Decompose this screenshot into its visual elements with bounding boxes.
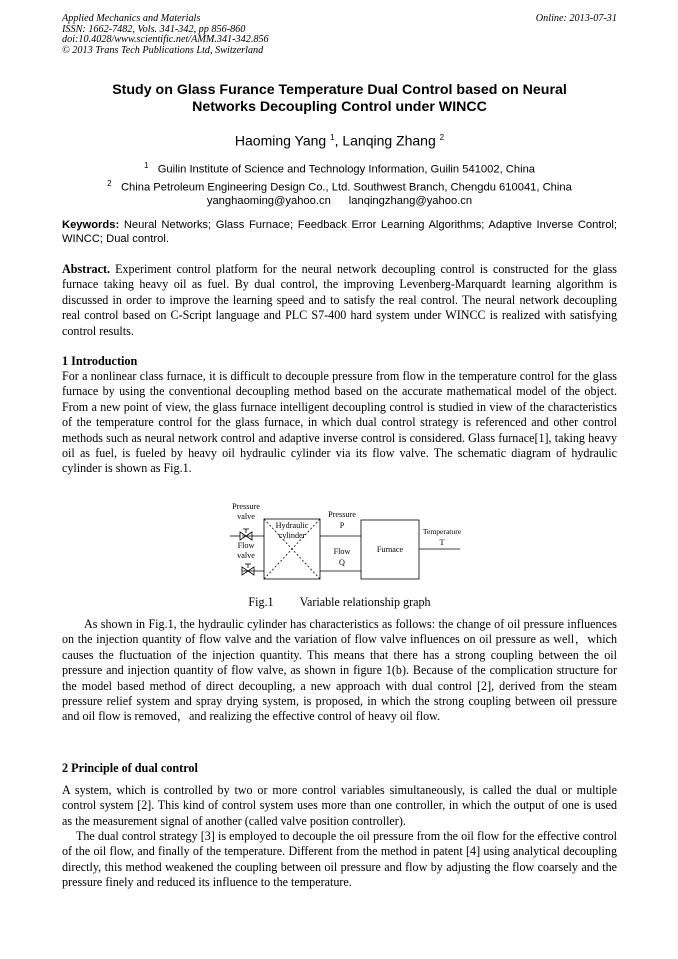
author-separator: , — [334, 132, 343, 149]
section-2-heading: 2 Principle of dual control — [62, 761, 198, 775]
affiliation-1-mark: 1 — [143, 161, 149, 170]
pressure-label-1: Pressure — [328, 510, 356, 519]
pressure-valve-label-2: valve — [237, 512, 255, 521]
flow-valve-label-1: Flow — [237, 541, 255, 550]
section-1-paragraph-2: As shown in Fig.1, the hydraulic cylinder has characteristics as follows: the change of oil pressure influences on the injection quantity of flow valve and the variation of flow valve influences on oil pressure as well，which causes the fluctuation of the injection quantity. This means that there has a strong coupling between the oil pressure and injection quantity of flow valve, as shown in figure 1(b). Because of the complication structure for the model based method of direct decoupling, a new approach with dual control [2], derived from the steam pressure relief system and spray drying system, is proposed, in which the strong coupling between oil pressure and oil flow is removed，and realizing the effective control of heavy oil flow. — [62, 617, 617, 724]
abstract-label: Abstract. — [62, 262, 111, 276]
flow-valve-label-2: valve — [237, 551, 255, 560]
journal-name: Applied Mechanics and Materials — [62, 13, 201, 24]
hydraulic-label-2: cylinder — [278, 531, 306, 540]
affiliation-2-mark: 2 — [107, 178, 112, 188]
title-line-2: Networks Decoupling Control under WINCC — [192, 99, 487, 115]
paper-title — [62, 82, 617, 116]
pressure-label-2: P — [339, 521, 345, 530]
flow-label-2: Q — [339, 558, 345, 567]
section-2-paragraph-2: The dual control strategy [3] is employed to decouple the oil pressure from the oil flow for the effective control of the oil flow, and finally of the temperature. Different from the method in patent [4] using analytical decoupling directly, this method weakened the coupling between oil pressure and flow by adjusting the flow coarsely and the pressure finely and reduced its influence to the temperature. — [62, 829, 617, 890]
variable-relationship-diagram — [222, 500, 466, 586]
figure-1-caption — [62, 595, 617, 610]
abstract-text: Experiment control platform for the neural network decoupling control is constructed for the glass furnace taking heavy oil as fuel. By dual control, the improving Levenberg-Marquardt learning algorithm is discussed in order to improve the learning speed and to satisfy the real control. The neural network decoupling real control based on C-Script language and PLC S7-400 hard system under WINCC is realized with satisfying control results. — [62, 262, 617, 338]
section-1-paragraph-1: For a nonlinear class furnace, it is difficult to decouple pressure from flow in the temperature control for the glass furnace by using the conventional decoupling method based on the accurate mathematical model of the object. From a new point of view, the glass furnace intelligent decoupling control is studied in view of the characteristics of the temperature control for the glass furnace, in which dual control strategy is referenced and other control methods such as neural network control and adaptive inverse control is considered. Glass furnace[1], taking heavy oil as fuel, is fueled by heavy oil hydraulic cylinder via its flow valve. The schematic diagram of hydraulic cylinder is shown as Fig.1. — [62, 369, 617, 476]
copyright-line: © 2013 Trans Tech Publications Ltd, Switzerland — [62, 44, 264, 56]
affiliation-2 — [62, 177, 617, 195]
temperature-label-2: T — [439, 538, 445, 547]
online-date: Online: 2013-07-31 — [535, 13, 617, 24]
section-1-heading: 1 Introduction — [62, 354, 138, 368]
keywords-label: Keywords: — [62, 219, 120, 231]
affiliations — [62, 159, 617, 208]
author-2: Lanqing Zhang — [342, 132, 436, 149]
keywords-text: Neural Networks; Glass Furnace; Feedback Error Learning Algorithms; Adaptive Inverse Control; WINCC; Dual control. — [62, 219, 618, 245]
abstract — [62, 262, 617, 339]
author-1-affil-mark: 1 — [330, 133, 335, 142]
flow-label-1: Flow — [333, 547, 351, 556]
email-1[interactable]: yanghaoming@yahoo.cn — [206, 195, 331, 208]
figure-1-caption-label: Fig.1 — [248, 595, 274, 609]
figure-1 — [222, 500, 466, 586]
keywords — [62, 218, 617, 246]
author-emails — [62, 194, 617, 208]
affiliation-1-text: Guilin Institute of Science and Technology Information, Guilin 541002, China — [157, 163, 536, 176]
issn-line: ISSN: 1662-7482, Vols. 341-342, pp 856-860 — [62, 23, 246, 35]
furnace-label: Furnace — [376, 545, 404, 554]
author-list — [62, 130, 617, 149]
section-2-paragraph-1: A system, which is controlled by two or more control variables simultaneously, is called the dual or multiple control system [2]. This kind of control system uses more than one controller, in which the output of one is used as the measurement signal of another (called valve position controller). — [62, 783, 617, 828]
author-1: Haoming Yang — [234, 132, 327, 149]
author-2-affil-mark: 2 — [439, 133, 445, 142]
affiliation-1 — [62, 159, 617, 177]
email-2[interactable]: lanqingzhang@yahoo.cn — [348, 195, 473, 208]
temperature-label-1: Temperature — [422, 527, 462, 536]
pressure-valve-label-1: Pressure — [232, 502, 260, 511]
title-line-1: Study on Glass Furance Temperature Dual Control based on Neural — [112, 82, 567, 98]
affiliation-2-text: China Petroleum Engineering Design Co., Ltd. Southwest Branch, Chengdu 610041, China — [120, 181, 572, 194]
doi-line: doi:10.4028/www.scientific.net/AMM.341-342.856 — [62, 34, 269, 46]
journal-header — [62, 14, 617, 56]
figure-1-caption-text: Variable relationship graph — [299, 595, 431, 609]
hydraulic-label-1: Hydraulic — [275, 521, 309, 530]
